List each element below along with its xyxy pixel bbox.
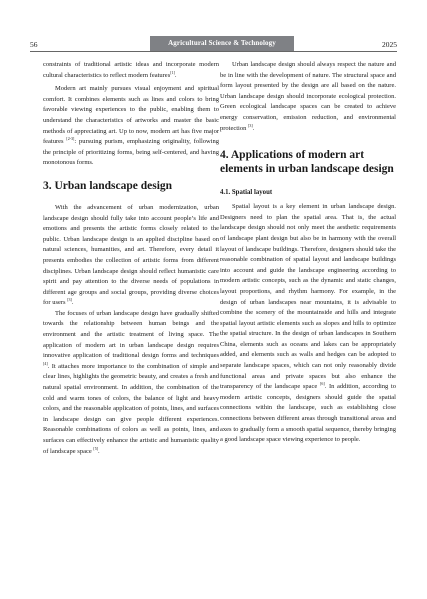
paragraph-urban-modernization: With the advancement of urban modernization, urban landscape design should fully take into account people’s life and emotions and presents the artistic forms closely related to the public. Urban landscape design is an applied discipline based on natural sciences, humanities, and art. Therefore, every detail it presents embodies the collection of artistic forms from different disciplines. Urban landscape design should reflect humanistic care spirit and pay attention to the diverse needs of populations in different age groups and social groups, providing diverse choices for users [3].: [43, 203, 219, 307]
citation: [1]: [170, 69, 175, 75]
citation: [6]: [319, 381, 325, 387]
paragraph-design-focuses: The focuses of urban landscape design have gradually shifted towards the relationship between human beings and the environment and the artistic treatment of living space. The application of modern art in urban landscape design requires innovative application of traditional design forms and techniques [4]. It attaches more importance to the combination of simple and clear lines, highlights the geometric beauty, and creates a fresh and natural spatial environment. In addition, the combination of the cold and warm tones of colors, the balance of light and heavy colors, and the reasonable application of points, lines, and surfaces in landscape design can give people different experiences. Reasonable combinations of colors as well as points, lines, and surfaces can effectively enhance the artistic and humanistic quality of landscape space [5].: [43, 309, 219, 455]
citation: [5]: [93, 445, 99, 451]
paragraph-spatial-layout: Spatial layout is a key element in urban landscape design. Designers need to plan the spatial area. That is, the actual landscape design should not only meet the aesthetic requirements of landscape plant design but also be in harmony with the overall layout of landscape buildings. Therefore, designers should take the reasonable combination of spatial layout and landscape buildings into account and guide the landscape engineering according to modern artistic concepts, such as the dynamic and static changes, layout proportions, and rhythm harmony. For example, in the design of urban landscapes near mountains, it is advisable to combine the scenery of the mountainside and hills and integrate spatial layout artistic elements such as slopes and hills to optimize the spatial structure. In the design of urban landscapes in Southern China, elements such as oceans and lakes can be appropriately added, and elements such as walls and hedges can be adopted to separate landscape spaces, which can not only reasonably divide functional areas and private spaces but also enhance the transparency of the landscape space [6]. In addition, according to modern artistic concepts, designers should guide the spatial connections within the landscape, such as establishing close connections between different areas through transitional areas and axes to gradually form a smooth spatial sequence, thereby bringing a good landscape space viewing experience to people.: [220, 203, 396, 444]
subsection-4-1-heading: 4.1. Spatial layout: [220, 189, 273, 197]
paragraph-modern-features: constraints of traditional artistic ideas and incorporate modern cultural characteristics to reflect modern features[1].: [43, 61, 219, 79]
paragraph-respect-nature: Urban landscape design should always respect the nature and be in line with the development of nature. The structural space and form layout presented by the design are all based on the nature. Urban landscape design should incorporate ecological protection. Green ecological landscape spaces can be created to achieve energy conservation, emission reduction, and environmental protection [3].: [220, 61, 396, 132]
header-divider: [30, 51, 397, 52]
section-4-heading: 4. Applications of modern art elements in urban landscape design: [220, 149, 394, 176]
page-number: 56: [30, 40, 38, 49]
journal-title-bar: Agricultural Science & Technology: [150, 36, 294, 51]
citation: [2-3]: [66, 136, 75, 141]
section-3-heading: 3. Urban landscape design: [43, 179, 173, 192]
paragraph-modern-art-features: Modern art mainly pursues visual enjoyment and spiritual comfort. It combines elements such as lines and colors to bring favorable viewing experiences to the public, enabling them to understand the characteristics of artworks and master the basic methods of appreciating art. Up to now, modern art has five major features [2-3]: pursuing purism, emphasizing originality, following the principle of prioritizing forms, being self-centered, and having monotonous forms.: [43, 85, 219, 167]
citation: [3]: [67, 297, 72, 303]
publication-year: 2025: [382, 40, 397, 49]
citation: [4]: [43, 360, 48, 366]
page-header: [30, 36, 397, 54]
right-column: [220, 60, 396, 446]
left-column: [43, 60, 219, 457]
citation: [3]: [247, 122, 253, 128]
